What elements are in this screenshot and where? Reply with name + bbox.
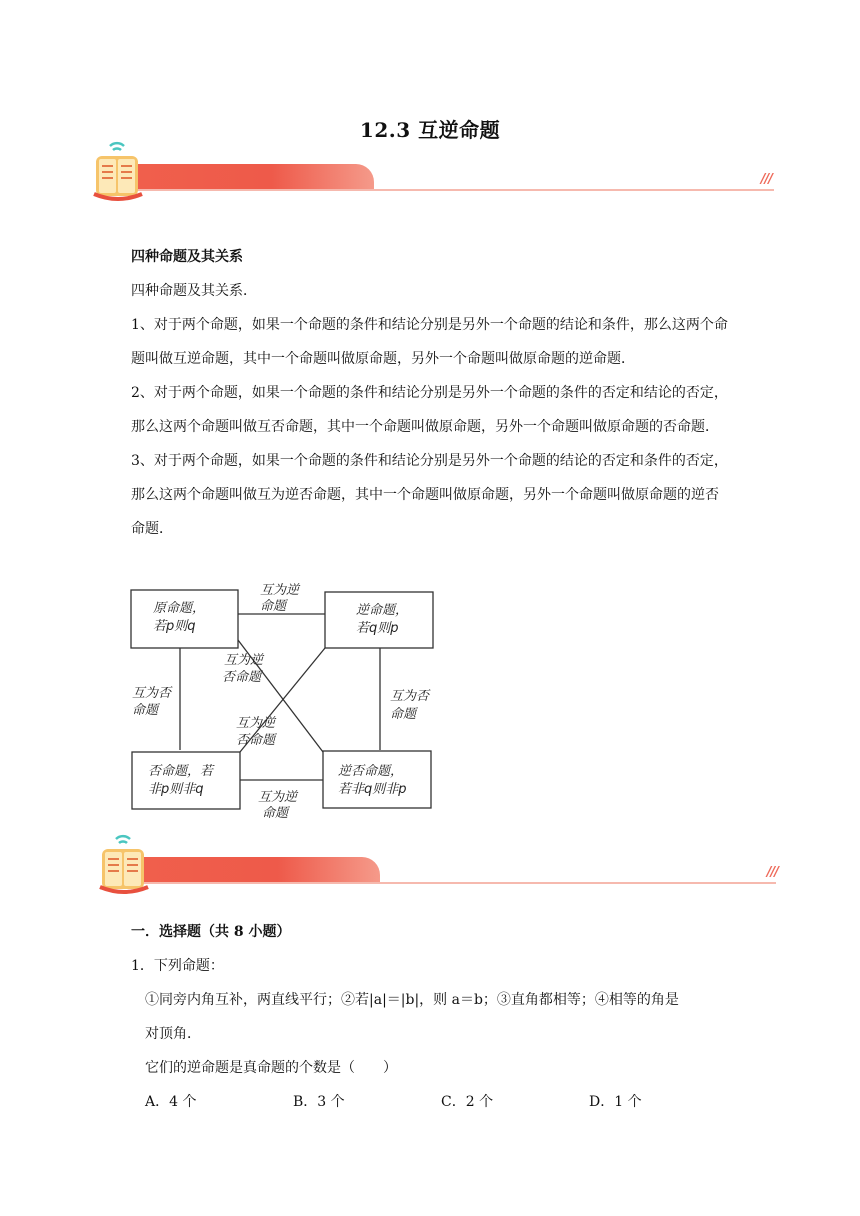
box-inverse [132,752,240,809]
question-1-statement-line2: 对顶角． [145,1026,201,1042]
exercise-section [131,915,741,1119]
label-left-line2: 命题 [132,703,159,718]
page-title: 12.3 互逆命题 [359,118,501,142]
section-banner [90,142,776,202]
box-converse [325,592,433,648]
box-inverse-line1: 否命题，若 [148,764,214,779]
question-1-number: 1．下列命题： [131,958,224,974]
paragraph-1: 1、对于两个命题，如果一个命题的条件和结论分别是另外一个命题的结论和条件，那么这两个命题叫做互逆命题，其中一个命题叫做原命题，另外一个命题叫做原命题的逆命题． [131,317,728,367]
label-right-line1: 互为否 [390,689,430,704]
book-icon [96,835,152,895]
paragraph-3: 3、对于两个命题，如果一个命题的条件和结论分别是另外一个命题的结论的否定和条件的否定，那么这两个命题叫做互为逆否命题，其中一个命题叫做原命题，另外一个命题叫做原命题的逆否命题． [131,453,728,537]
slashes-decoration: /// [766,865,778,880]
knowledge-section [131,240,731,546]
label-bottom-line1: 互为逆 [258,790,298,805]
section-heading: 四种命题及其关系 [131,249,243,265]
label-bottom-line2: 命题 [262,806,289,821]
four-propositions-diagram [128,580,438,821]
label-diag1-line2: 否命题 [222,670,262,685]
section-banner-2 [90,835,776,895]
question-1-options [131,1085,741,1119]
exercise-heading: 一．选择题（共 8 小题） [131,924,291,940]
box-converse-line2: 若q则p [356,621,399,636]
option-c[interactable]: C．2 个 [441,1094,494,1110]
section-subtitle: 四种命题及其关系． [131,283,257,299]
box-contrapositive [323,751,431,808]
banner-underline [118,189,774,191]
book-icon [90,142,146,202]
label-diag2-line2: 否命题 [236,733,276,748]
paragraph-2: 2、对于两个命题，如果一个命题的条件和结论分别是另外一个命题的条件的否定和结论的否定，那么这两个命题叫做互否命题，其中一个命题叫做原命题，另外一个命题叫做原命题的否命题． [131,385,728,435]
box-original-line2: 若p则q [153,619,196,634]
question-1-statement-line1: ①同旁内角互补，两直线平行；②若|a|＝|b|，则 a＝b；③直角都相等；④相等的角是 [145,992,679,1008]
box-original-line1: 原命题， [153,601,206,616]
slashes-decoration: /// [760,172,772,187]
banner-bar [118,164,374,190]
option-b[interactable]: B．3 个 [293,1094,345,1110]
label-top-line2: 命题 [260,599,287,614]
question-1-ask: 它们的逆命题是真命题的个数是（ ） [145,1060,397,1076]
box-converse-line1: 逆命题， [356,603,409,618]
option-d[interactable]: D．1 个 [589,1094,642,1110]
label-diag2-line1: 互为逆 [236,716,276,731]
label-left-line1: 互为否 [132,686,172,701]
box-contrapositive-line1: 逆否命题， [338,764,404,779]
banner-underline [124,882,776,884]
banner-bar [124,857,380,883]
box-inverse-line2: 非p则非q [148,782,204,797]
label-right-line2: 命题 [390,707,417,722]
label-diag1-line1: 互为逆 [224,653,264,668]
label-top-line1: 互为逆 [260,583,300,598]
option-a[interactable]: A．4 个 [145,1094,197,1110]
box-contrapositive-line2: 若非q则非p [338,782,407,797]
